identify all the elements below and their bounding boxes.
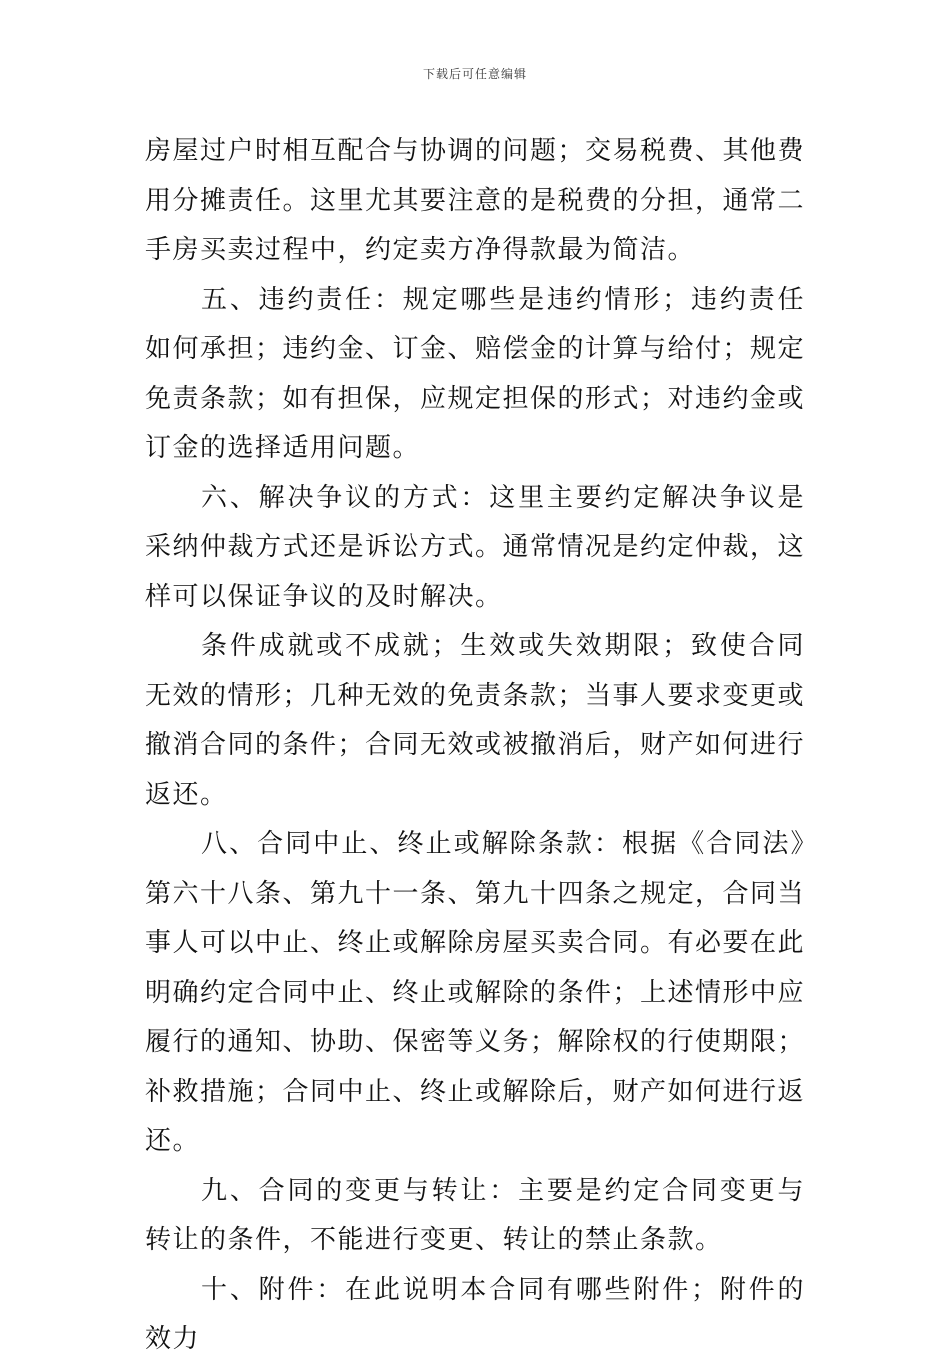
paragraph-breach-liability: 五、违约责任：规定哪些是违约情形；违约责任如何承担；违约金、订金、赔偿金的计算与给付；规定免责条款；如有担保，应规定担保的形式；对违约金或订金的选择适用问题。 bbox=[145, 284, 806, 463]
paragraph-dispute-resolution: 六、解决争议的方式：这里主要约定解决争议是采纳仲裁方式还是诉讼方式。通常情况是约定仲裁，这样可以保证争议的及时解决。 bbox=[145, 482, 806, 612]
paragraph-modification-transfer: 九、合同的变更与转让：主要是约定合同变更与转让的条件，不能进行变更、转让的禁止条款。 bbox=[145, 1175, 805, 1255]
paragraph-conditions: 条件成就或不成就；生效或失效期限；致使合同无效的情形；几种无效的免责条款；当事人要求变更或撤消合同的条件；合同无效或被撤消后，财产如何进行返还。 bbox=[145, 631, 806, 810]
document-body bbox=[145, 127, 805, 1365]
paragraph-termination: 八、合同中止、终止或解除条款：根据《合同法》第六十八条、第九十一条、第九十四条之规定，合同当事人可以中止、终止或解除房屋买卖合同。有必要在此明确约定合同中止、终止或解除的条件；上述情形中应履行的通知、协助、保密等义务；解除权的行使期限；补救措施；合同中止、终止或解除后，财产如何进行返还。 bbox=[145, 829, 806, 1156]
paragraph-attachments: 十、附件：在此说明本合同有哪些附件；附件的效力 bbox=[145, 1274, 805, 1354]
page-header: 下载后可任意编辑 bbox=[422, 67, 527, 81]
paragraph-continued: 房屋过户时相互配合与协调的问题；交易税费、其他费用分摊责任。这里尤其要注意的是税费的分担，通常二手房买卖过程中，约定卖方净得款最为简洁。 bbox=[145, 136, 806, 265]
